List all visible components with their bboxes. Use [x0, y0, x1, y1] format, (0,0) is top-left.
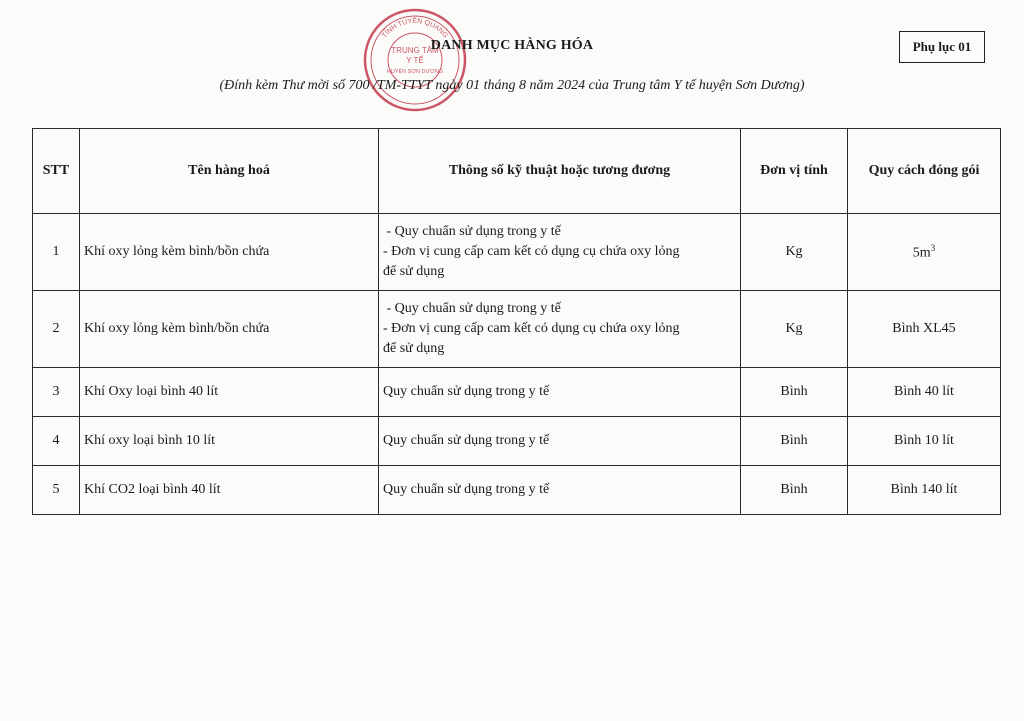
cell-stt: 3 — [33, 368, 80, 417]
table-row — [33, 368, 1001, 417]
cell-stt: 1 — [33, 214, 80, 291]
cell-unit: Kg — [741, 291, 848, 368]
table-row — [33, 466, 1001, 515]
packaging-value: 5m — [912, 245, 931, 261]
table-header-row — [33, 129, 1001, 214]
cell-name: Khí CO2 loại bình 40 lít — [80, 466, 379, 515]
cell-spec: Quy chuẩn sử dụng trong y tế — [379, 368, 741, 417]
column-header-stt: STT — [33, 129, 80, 214]
subtitle: (Đính kèm Thư mời số 700 /TM-TTYT ngày 01 tháng 8 năm 2024 của Trung tâm Y tế huyện Sơn Dương) — [219, 78, 805, 93]
cell-stt: 2 — [33, 291, 80, 368]
cell-name: Khí oxy lỏng kèm bình/bồn chứa — [80, 214, 379, 291]
cell-unit: Bình — [741, 466, 848, 515]
column-header-packaging: Quy cách đóng gói — [848, 129, 1001, 214]
packaging-superscript: 3 — [930, 242, 936, 253]
spec-line: để sử dụng — [383, 341, 445, 356]
goods-table — [32, 128, 1001, 515]
cell-name: Khí oxy lỏng kèm bình/bồn chứa — [80, 291, 379, 368]
cell-spec: Quy chuẩn sử dụng trong y tế — [379, 466, 741, 515]
cell-spec: Quy chuẩn sử dụng trong y tế — [379, 417, 741, 466]
cell-packaging: Bình XL45 — [848, 291, 1001, 368]
cell-packaging: Bình 40 lít — [848, 368, 1001, 417]
table-row — [33, 417, 1001, 466]
spec-line: để sử dụng — [383, 264, 445, 279]
spec-line: - Đơn vị cung cấp cam kết có dụng cụ chứa oxy lỏng — [383, 244, 680, 259]
official-stamp — [360, 5, 470, 115]
column-header-spec: Thông số kỹ thuật hoặc tương đương — [379, 129, 741, 214]
cell-spec — [379, 214, 741, 291]
stamp-ring-text: TỈNH TUYÊN QUANG — [381, 17, 449, 40]
page-title: DANH MỤC HÀNG HÓA — [430, 38, 594, 53]
cell-stt: 5 — [33, 466, 80, 515]
stamp-line2: Y TẾ — [406, 56, 424, 65]
cell-packaging: Bình 10 lít — [848, 417, 1001, 466]
cell-unit: Bình — [741, 417, 848, 466]
spec-line: - Quy chuẩn sử dụng trong y tế — [383, 301, 561, 316]
svg-text:TỈNH TUYÊN QUANG — [381, 16, 449, 39]
cell-packaging: Bình 140 lít — [848, 466, 1001, 515]
cell-name: Khí Oxy loại bình 40 lít — [80, 368, 379, 417]
cell-unit: Kg — [741, 214, 848, 291]
appendix-label: Phụ lục 01 — [899, 31, 985, 63]
cell-stt: 4 — [33, 417, 80, 466]
cell-unit: Bình — [741, 368, 848, 417]
spec-line: - Quy chuẩn sử dụng trong y tế — [383, 224, 561, 239]
stamp-line1: TRUNG TÂM — [391, 46, 439, 55]
cell-packaging — [848, 214, 1001, 291]
column-header-name: Tên hàng hoá — [80, 129, 379, 214]
column-header-unit: Đơn vị tính — [741, 129, 848, 214]
table-row — [33, 214, 1001, 291]
cell-spec — [379, 291, 741, 368]
spec-line: - Đơn vị cung cấp cam kết có dụng cụ chứa oxy lỏng — [383, 321, 680, 336]
stamp-line3: HUYỆN SƠN DƯƠNG — [386, 69, 444, 75]
cell-name: Khí oxy loại bình 10 lít — [80, 417, 379, 466]
table-row — [33, 291, 1001, 368]
